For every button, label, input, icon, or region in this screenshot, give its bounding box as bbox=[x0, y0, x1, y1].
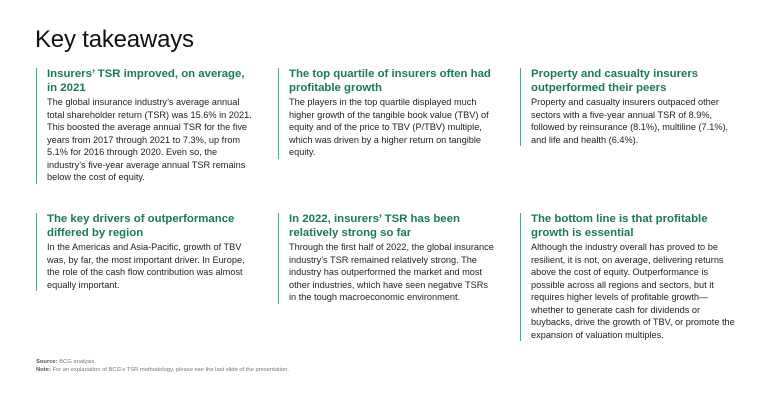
takeaway-heading: In 2022, insurers’ TSR has been relatively strong so far bbox=[289, 213, 460, 239]
page-title: Key takeaways bbox=[35, 26, 194, 53]
footnotes bbox=[36, 358, 289, 374]
takeaway-card-2 bbox=[278, 68, 497, 159]
takeaway-body: Through the first half of 2022, the global insurance industry’s TSR remained relatively strong. The industry has outperformed the market and most other industries, which have seen negative TSRs in the tough macroeconomic environment. bbox=[289, 242, 494, 303]
methodology-note bbox=[36, 366, 289, 374]
source-note bbox=[36, 358, 289, 366]
takeaway-card-4 bbox=[36, 213, 255, 291]
takeaway-body: In the Americas and Asia-Pacific, growth of TBV was, by far, the most important driver. In Europe, the role of the cash flow contribution was almost equally important. bbox=[47, 242, 245, 290]
takeaway-body: The global insurance industry’s average annual total shareholder return (TSR) was 15.6% in 2021. This boosted the average annual TSR for the five years from 2017 through 2021 to 7.3%, up from 5.1% for 2016 through 2020. Even so, the industry’s five-year average annual TSR remains below the cost of equity. bbox=[47, 97, 252, 183]
takeaway-body: Although the industry overall has proved to be resilient, it is not, on average, delivering returns above the cost of equity. Outperformance is possible across all regions and sectors, but it requires higher levels of profitable growth—whether to generate cash for dividends or buybacks, drive the growth of TBV, or promote the expansion of valuation multiples. bbox=[531, 242, 735, 340]
note-label: Note: bbox=[36, 367, 51, 373]
note-text: For an explanation of BCG’s TSR methodology, please see the last slide of the presentation. bbox=[52, 367, 289, 373]
takeaway-card-5 bbox=[278, 213, 497, 304]
takeaway-body: Property and casualty insurers outpaced other sectors with a five-year annual TSR of 8.9%, followed by reinsurance (8.1%), multiline (7.1%), and life and health (6.4%). bbox=[531, 97, 729, 145]
takeaway-heading: The key drivers of outperformance differed by region bbox=[47, 213, 235, 239]
takeaway-heading: Property and casualty insurers outperformed their peers bbox=[531, 68, 699, 94]
takeaway-heading: The bottom line is that profitable growth is essential bbox=[531, 213, 708, 239]
source-text: BCG analysis. bbox=[59, 359, 96, 365]
takeaway-body: The players in the top quartile displayed much higher growth of the tangible book value (TBV) of equity and of the price to TBV (P/TBV) multiple, which was driven by a higher return on tangible equity. bbox=[289, 97, 489, 158]
takeaway-card-1 bbox=[36, 68, 255, 184]
takeaway-heading: The top quartile of insurers often had profitable growth bbox=[289, 68, 491, 94]
takeaway-heading: Insurers’ TSR improved, on average, in 2021 bbox=[47, 68, 245, 94]
source-label: Source: bbox=[36, 359, 58, 365]
takeaway-card-3 bbox=[520, 68, 739, 146]
takeaway-card-6 bbox=[520, 213, 739, 341]
